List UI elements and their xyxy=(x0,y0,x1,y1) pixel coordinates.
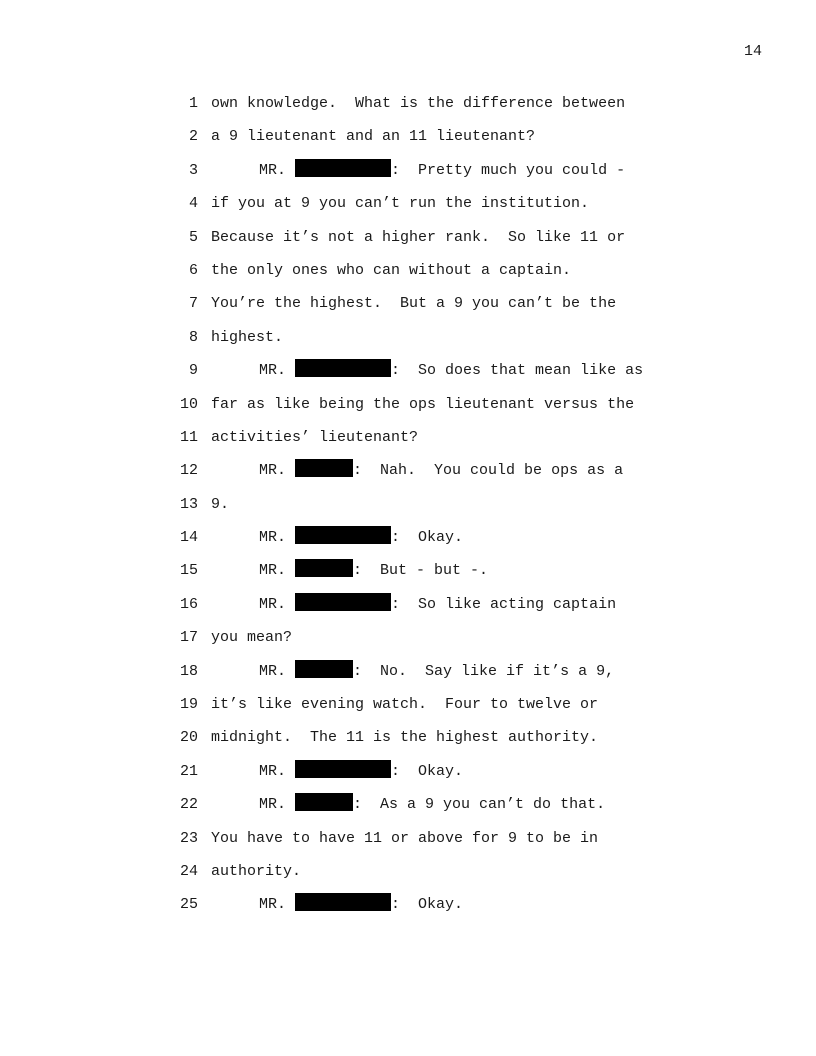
line-number: 9 xyxy=(188,362,198,380)
redaction-block xyxy=(295,459,353,477)
speaker-label: MR. xyxy=(259,662,287,680)
line-number: 18 xyxy=(179,662,198,680)
transcript-line xyxy=(0,254,816,287)
speaker-line xyxy=(259,554,488,587)
speaker-label: MR. xyxy=(259,161,287,179)
line-number: 3 xyxy=(188,161,198,179)
line-text: if you at 9 you can’t run the institution. xyxy=(211,195,590,213)
transcript-line xyxy=(0,655,816,688)
line-number: 15 xyxy=(179,562,198,580)
redaction-block xyxy=(295,660,353,678)
transcript-line xyxy=(0,822,816,855)
line-number: 21 xyxy=(179,762,198,780)
transcript-line xyxy=(0,388,816,421)
line-text: a 9 lieutenant and an 11 lieutenant? xyxy=(211,128,536,146)
line-number: 19 xyxy=(179,696,198,714)
transcript-line xyxy=(0,788,816,821)
transcript-line xyxy=(0,221,816,254)
line-text: own knowledge. What is the difference between xyxy=(211,95,626,112)
line-number: 24 xyxy=(179,862,198,880)
redaction-block xyxy=(295,893,391,911)
transcript-line xyxy=(0,454,816,487)
speaker-line xyxy=(259,888,463,921)
speech-text: : Pretty much you could - xyxy=(391,161,626,179)
redaction-block xyxy=(295,760,391,778)
line-number: 16 xyxy=(179,595,198,613)
speech-text: : Nah. You could be ops as a xyxy=(353,462,624,480)
transcript-line xyxy=(0,321,816,354)
line-number: 17 xyxy=(179,629,198,647)
transcript-line xyxy=(0,521,816,554)
line-text: highest. xyxy=(211,328,284,346)
speaker-label: MR. xyxy=(259,362,287,380)
line-number: 10 xyxy=(179,395,198,413)
transcript-line xyxy=(0,287,816,320)
speech-text: : As a 9 you can’t do that. xyxy=(353,796,606,814)
speaker-label: MR. xyxy=(259,762,287,780)
line-number: 14 xyxy=(179,529,198,547)
line-number: 1 xyxy=(188,95,198,112)
transcript-line xyxy=(0,354,816,387)
transcript-line xyxy=(0,554,816,587)
redaction-block xyxy=(295,559,353,577)
speaker-label: MR. xyxy=(259,529,287,547)
speech-text: : So like acting captain xyxy=(391,595,617,613)
line-number: 12 xyxy=(179,462,198,480)
redaction-block xyxy=(295,593,391,611)
speech-text: : Okay. xyxy=(391,762,464,780)
speech-text: : No. Say like if it’s a 9, xyxy=(353,662,615,680)
line-number: 5 xyxy=(188,228,198,246)
transcript-line xyxy=(0,888,816,921)
speech-text: : Okay. xyxy=(391,896,464,914)
page-number: 14 xyxy=(743,43,762,60)
transcript-line xyxy=(0,755,816,788)
speaker-line xyxy=(259,354,643,387)
transcript-line xyxy=(0,154,816,187)
transcript-line xyxy=(0,488,816,521)
speech-text: : So does that mean like as xyxy=(391,362,644,380)
line-number: 13 xyxy=(179,495,198,513)
line-number: 11 xyxy=(179,428,198,446)
transcript-body xyxy=(0,87,816,922)
line-number: 23 xyxy=(179,829,198,847)
speaker-line xyxy=(259,755,463,788)
speaker-label: MR. xyxy=(259,562,287,580)
line-text: You have to have 11 or above for 9 to be in xyxy=(211,829,599,847)
transcript-line xyxy=(0,421,816,454)
speech-text: : Okay. xyxy=(391,529,464,547)
line-number: 8 xyxy=(188,328,198,346)
line-text: Because it’s not a higher rank. So like 11 or xyxy=(211,228,626,246)
redaction-block xyxy=(295,359,391,377)
redaction-block xyxy=(295,793,353,811)
redaction-block xyxy=(295,159,391,177)
line-number: 2 xyxy=(188,128,198,146)
line-number: 25 xyxy=(179,896,198,914)
transcript-line xyxy=(0,87,816,120)
speaker-label: MR. xyxy=(259,462,287,480)
transcript-line xyxy=(0,120,816,153)
line-text: you mean? xyxy=(211,629,293,647)
line-number: 22 xyxy=(179,796,198,814)
transcript-line xyxy=(0,187,816,220)
speaker-line xyxy=(259,588,616,621)
line-number: 20 xyxy=(179,729,198,747)
speaker-line xyxy=(259,788,605,821)
line-text: You’re the highest. But a 9 you can’t be the xyxy=(211,295,617,313)
transcript-line xyxy=(0,588,816,621)
line-number: 6 xyxy=(188,261,198,279)
speech-text: : But - but -. xyxy=(353,562,489,580)
speaker-line xyxy=(259,154,625,187)
transcript-line xyxy=(0,688,816,721)
speaker-label: MR. xyxy=(259,896,287,914)
redaction-block xyxy=(295,526,391,544)
line-text: it’s like evening watch. Four to twelve or xyxy=(211,696,599,714)
line-text: activities’ lieutenant? xyxy=(211,428,419,446)
transcript-line xyxy=(0,721,816,754)
line-text: the only ones who can without a captain. xyxy=(211,261,572,279)
line-text: far as like being the ops lieutenant versus the xyxy=(211,395,635,413)
transcript-line xyxy=(0,855,816,888)
transcript-line xyxy=(0,621,816,654)
line-number: 7 xyxy=(188,295,198,313)
line-text: midnight. The 11 is the highest authority. xyxy=(211,729,599,747)
speaker-line xyxy=(259,521,463,554)
line-text: 9. xyxy=(211,495,230,513)
speaker-label: MR. xyxy=(259,796,287,814)
speaker-line xyxy=(259,454,623,487)
line-text: authority. xyxy=(211,862,302,880)
line-number: 4 xyxy=(188,195,198,213)
speaker-line xyxy=(259,655,614,688)
speaker-label: MR. xyxy=(259,595,287,613)
